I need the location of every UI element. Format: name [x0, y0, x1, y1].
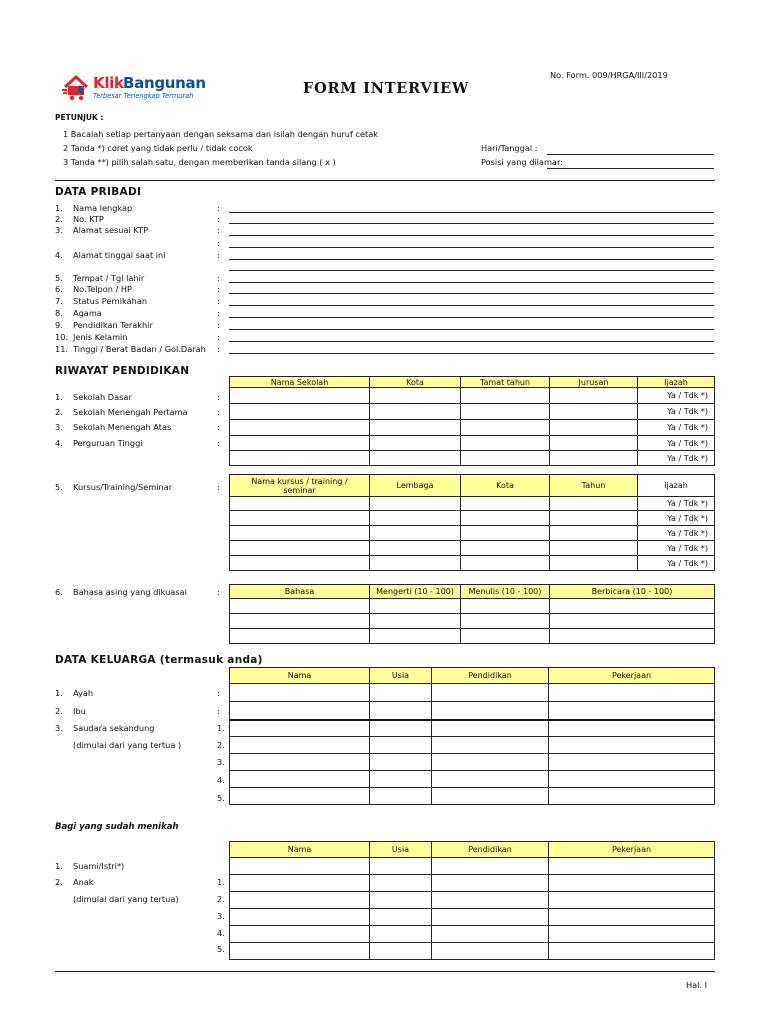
field-num: 2.	[55, 214, 63, 224]
table-row	[230, 684, 715, 702]
ya-tdk-cell[interactable]: Ya / Tdk *)	[638, 404, 715, 420]
family-num: 1.	[55, 688, 63, 698]
sub-note: (dimulai dari yang tertua)	[73, 894, 179, 904]
table-row	[230, 614, 715, 629]
col-header: Lembaga	[370, 475, 461, 497]
field-label: Jenis Kelamin	[73, 332, 128, 342]
logo-tagline: Terbesar Terlengkap Termurah	[93, 92, 194, 100]
table-row	[230, 388, 715, 404]
family-num: 2.	[55, 877, 63, 887]
page-title: FORM INTERVIEW	[303, 80, 470, 97]
logo-brand-a: Klik	[93, 74, 124, 92]
form-number: No. Form. 009/HRGA/III/2019	[550, 70, 668, 80]
table-row	[230, 892, 715, 909]
col-header: Kota	[370, 377, 461, 388]
field-label: Nama lengkap	[73, 203, 133, 213]
tinggi-line[interactable]	[229, 353, 714, 354]
field-num: 5.	[55, 273, 63, 283]
col-header: Nama kursus / training / seminar	[230, 475, 370, 497]
col-header: Bahasa	[230, 585, 370, 599]
sub-num: 5.	[217, 793, 225, 803]
ya-tdk-cell[interactable]: Ya / Tdk *)	[638, 541, 715, 556]
field-num: 11.	[55, 344, 69, 354]
family-num: 1.	[55, 861, 63, 871]
colon: :	[217, 238, 220, 248]
sub-num: 2.	[217, 740, 225, 750]
page-number: Hal. I	[686, 980, 708, 990]
family-label: Saudara sekandung	[73, 723, 155, 733]
field-label: No. KTP	[73, 214, 104, 224]
sub-num: 4.	[217, 775, 225, 785]
field-num: 7.	[55, 296, 63, 306]
petunjuk-item-3: 3 Tanda **) pilih salah satu, dengan memberikan tanda silang ( x )	[63, 157, 336, 167]
table-row	[230, 526, 715, 541]
ttl-line[interactable]	[229, 282, 714, 283]
table-row	[230, 926, 715, 943]
colon: :	[217, 214, 220, 224]
keluarga-table	[229, 667, 715, 805]
level-num: 4.	[55, 438, 63, 448]
field-label: Alamat tinggal saat ini	[73, 250, 166, 260]
sub-num: 3.	[217, 757, 225, 767]
colon: :	[217, 320, 220, 330]
menikah-heading: Bagi yang sudah menikah	[55, 822, 179, 832]
colon: :	[217, 344, 220, 354]
ya-tdk-cell[interactable]: Ya / Tdk *)	[638, 451, 715, 466]
table-row	[230, 737, 715, 754]
level-label: Sekolah Menengah Pertama	[73, 407, 188, 417]
ya-tdk-cell[interactable]: Ya / Tdk *)	[638, 526, 715, 541]
table-row	[230, 754, 715, 771]
field-label: Status Pernikahan	[73, 296, 148, 306]
sub-num: 1.	[217, 723, 225, 733]
ya-tdk-cell[interactable]: Ya / Tdk *)	[638, 497, 715, 511]
menikah-table	[229, 841, 715, 960]
ya-tdk-cell[interactable]: Ya / Tdk *)	[638, 420, 715, 436]
status-line[interactable]	[229, 305, 714, 306]
alamat-ktp-line-2[interactable]	[229, 247, 714, 248]
col-header: Usia	[370, 842, 432, 858]
field-label: Tempat / Tgl lahir	[73, 273, 145, 283]
sub-note: (dimulai dari yang tertua )	[73, 740, 182, 750]
family-label: Anak	[73, 877, 94, 887]
ya-tdk-cell[interactable]: Ya / Tdk *)	[638, 511, 715, 526]
col-header: Ijazah	[638, 475, 715, 497]
field-num: 10.	[55, 332, 69, 342]
level-label: Perguruan Tinggi	[73, 438, 143, 448]
col-header: Tahun	[550, 475, 638, 497]
sub-num: 3.	[217, 911, 225, 921]
sub-num: 2.	[217, 894, 225, 904]
kursus-num: 5.	[55, 482, 63, 492]
table-row	[230, 788, 715, 805]
bahasa-label: Bahasa asing yang dikuasai	[73, 587, 187, 597]
ya-tdk-cell[interactable]: Ya / Tdk *)	[638, 388, 715, 404]
telpon-line[interactable]	[229, 293, 714, 294]
level-num: 3.	[55, 422, 63, 432]
logo	[62, 72, 222, 108]
table-row	[230, 541, 715, 556]
colon: :	[217, 225, 220, 235]
ya-tdk-cell[interactable]: Ya / Tdk *)	[638, 556, 715, 571]
ya-tdk-cell[interactable]: Ya / Tdk *)	[638, 436, 715, 451]
colon: :	[217, 273, 220, 283]
field-label: Pendidikan Terakhir	[73, 320, 153, 330]
field-label: Agama	[73, 308, 102, 318]
sub-num: 4.	[217, 928, 225, 938]
alamat-tinggal-line-2[interactable]	[229, 270, 714, 271]
table-row	[230, 599, 715, 614]
petunjuk-label: PETUNJUK :	[55, 113, 104, 122]
field-num: 9.	[55, 320, 63, 330]
bahasa-table	[229, 584, 715, 644]
nama-lengkap-line[interactable]	[229, 212, 714, 213]
footer-divider	[55, 971, 715, 972]
table-row	[230, 702, 715, 720]
col-header: Nama	[230, 842, 370, 858]
colon: :	[217, 482, 220, 492]
table-row	[230, 875, 715, 892]
table-row	[230, 511, 715, 526]
colon: :	[217, 284, 220, 294]
field-num: 8.	[55, 308, 63, 318]
field-label: Alamat sesuai KTP	[73, 225, 149, 235]
field-num: 3.	[55, 225, 63, 235]
table-row	[230, 943, 715, 960]
table-row	[230, 909, 715, 926]
ktp-line[interactable]	[229, 223, 714, 224]
colon: :	[217, 438, 220, 448]
level-label: Sekolah Menengah Atas	[73, 422, 172, 432]
family-num: 3.	[55, 723, 63, 733]
posisi-line[interactable]	[547, 168, 714, 169]
col-header: Berbicara (10 - 100)	[550, 585, 715, 599]
alamat-tinggal-line[interactable]	[229, 259, 714, 260]
table-row	[230, 404, 715, 420]
logo-brand-b: Bangunan	[123, 74, 206, 92]
table-row	[230, 451, 715, 466]
colon: :	[217, 392, 220, 402]
col-header: Nama Sekolah	[230, 377, 370, 388]
table-row	[230, 720, 715, 737]
kursus-label: Kursus/Training/Seminar	[73, 482, 173, 492]
hari-tanggal-label: Hari/Tanggal :	[481, 143, 538, 153]
level-num: 1.	[55, 392, 63, 402]
col-header: Menulis (10 - 100)	[461, 585, 550, 599]
level-label: Sekolah Dasar	[73, 392, 132, 402]
table-row	[230, 420, 715, 436]
col-header: Pendidikan	[432, 668, 549, 684]
colon: :	[217, 332, 220, 342]
data-pribadi-heading: DATA PRIBADI	[55, 186, 142, 198]
sub-num: 5.	[217, 944, 225, 954]
kursus-table	[229, 474, 715, 571]
family-label: Ayah	[73, 688, 94, 698]
bahasa-num: 6.	[55, 587, 63, 597]
petunjuk-item-2: 2 Tanda *) coret yang tidak perlu / tidak cocok	[63, 143, 253, 153]
colon: :	[217, 203, 220, 213]
pendidikan-line[interactable]	[229, 329, 714, 330]
colon: :	[217, 407, 220, 417]
colon: :	[217, 422, 220, 432]
field-num: 4.	[55, 250, 63, 260]
col-header: Pekerjaan	[549, 842, 715, 858]
field-label: Tinggi / Berat Badan / Gol.Darah	[73, 344, 206, 354]
field-num: 6.	[55, 284, 63, 294]
col-header: Kota	[461, 475, 550, 497]
agama-line[interactable]	[229, 317, 714, 318]
family-label: Ibu	[73, 706, 86, 716]
field-label: No.Telpon / HP	[73, 284, 132, 294]
petunjuk-item-1: 1 Bacalah setiap pertanyaan dengan seksama dan isilah dengan huruf cetak	[63, 129, 378, 139]
col-header: Tamat tahun	[461, 377, 550, 388]
family-num: 2.	[55, 706, 63, 716]
col-header: Jurusan	[550, 377, 638, 388]
table-row	[230, 771, 715, 788]
table-row	[230, 497, 715, 511]
col-header: Pekerjaan	[549, 668, 715, 684]
colon: :	[217, 688, 220, 698]
colon: :	[217, 308, 220, 318]
colon: :	[217, 250, 220, 260]
table-row	[230, 858, 715, 875]
col-header: Nama	[230, 668, 370, 684]
colon: :	[217, 296, 220, 306]
col-header: Usia	[370, 668, 432, 684]
sub-num: 1.	[217, 877, 225, 887]
table-row	[230, 556, 715, 571]
col-header: Mengerti (10 - 100)	[370, 585, 461, 599]
kelamin-line[interactable]	[229, 341, 714, 342]
cart-house-icon	[62, 74, 92, 102]
keluarga-heading: DATA KELUARGA (termasuk anda)	[55, 654, 263, 666]
hari-tanggal-line[interactable]	[547, 154, 714, 155]
colon: :	[217, 706, 220, 716]
field-num: 1.	[55, 203, 63, 213]
riwayat-heading: RIWAYAT PENDIDIKAN	[55, 365, 190, 377]
col-header: Pendidikan	[432, 842, 549, 858]
family-label: Suami/Istri*)	[73, 861, 125, 871]
pendidikan-table	[229, 376, 715, 466]
table-row	[230, 436, 715, 451]
table-row	[230, 629, 715, 644]
col-header: Ijazah	[638, 377, 715, 388]
divider	[55, 180, 715, 181]
level-num: 2.	[55, 407, 63, 417]
colon: :	[217, 587, 220, 597]
posisi-label: Posisi yang dilamar:	[481, 157, 563, 167]
alamat-ktp-line[interactable]	[229, 235, 714, 236]
